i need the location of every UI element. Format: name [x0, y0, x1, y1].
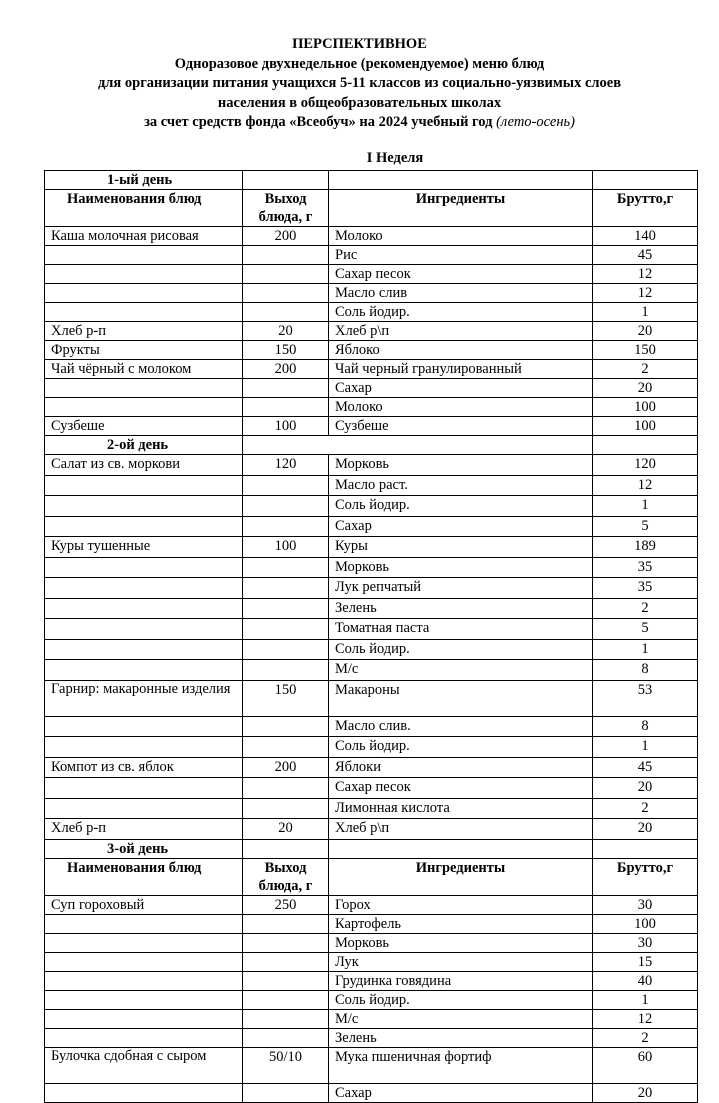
dish-name [45, 398, 243, 417]
ingredient-gross: 8 [593, 660, 698, 681]
table-row [45, 284, 698, 303]
ingredient-gross: 1 [593, 496, 698, 517]
dish-name [45, 990, 243, 1009]
ingredient-gross: 100 [593, 398, 698, 417]
ingredient-name: Горох [329, 895, 593, 914]
empty-cell [593, 436, 698, 455]
header-gross: Брутто,г [593, 858, 698, 895]
ingredient-gross: 35 [593, 578, 698, 599]
dish-name [45, 475, 243, 496]
ingredient-name: Яблоки [329, 757, 593, 778]
day-row [45, 436, 698, 455]
dish-name: Хлеб р-п [45, 322, 243, 341]
table-row [45, 475, 698, 496]
ingredient-name: Масло слив. [329, 716, 593, 737]
ingredient-name: Соль йодир. [329, 303, 593, 322]
ingredient-name: Соль йодир. [329, 496, 593, 517]
dish-name [45, 516, 243, 537]
dish-output [243, 660, 329, 681]
ingredient-gross: 20 [593, 1083, 698, 1102]
dish-output: 150 [243, 341, 329, 360]
ingredient-gross: 30 [593, 933, 698, 952]
ingredient-name: Картофель [329, 914, 593, 933]
dish-output: 120 [243, 455, 329, 476]
dish-name [45, 952, 243, 971]
ingredient-name: Морковь [329, 455, 593, 476]
table-row [45, 757, 698, 778]
ingredient-gross: 2 [593, 598, 698, 619]
dish-name [45, 971, 243, 990]
ingredient-gross: 20 [593, 819, 698, 840]
dish-name [45, 265, 243, 284]
dish-output [243, 303, 329, 322]
dish-name [45, 303, 243, 322]
title-line-1: ПЕРСПЕКТИВНОЕ [292, 36, 427, 52]
header-output: Выход блюда, г [243, 858, 329, 895]
ingredient-name: Соль йодир. [329, 737, 593, 758]
ingredient-name: Хлеб р\п [329, 322, 593, 341]
dish-output [243, 557, 329, 578]
dish-output [243, 798, 329, 819]
dish-name: Фрукты [45, 341, 243, 360]
table-row [45, 952, 698, 971]
dish-output [243, 639, 329, 660]
ingredient-gross: 40 [593, 971, 698, 990]
ingredient-gross: 45 [593, 246, 698, 265]
empty-cell [593, 839, 698, 858]
table-row [45, 398, 698, 417]
dish-name [45, 284, 243, 303]
ingredient-name: Мука пшеничная фортиф [329, 1047, 593, 1083]
dish-name: Чай чёрный с молоком [45, 360, 243, 379]
header-dish: Наименования блюд [45, 190, 243, 227]
ingredient-name: Соль йодир. [329, 639, 593, 660]
document-title [0, 35, 719, 133]
ingredient-name: Молоко [329, 227, 593, 246]
dish-output [243, 598, 329, 619]
dish-name [45, 716, 243, 737]
header-ingredients: Ингредиенты [329, 858, 593, 895]
ingredient-gross: 5 [593, 516, 698, 537]
ingredient-gross: 140 [593, 227, 698, 246]
dish-output [243, 1009, 329, 1028]
title-line-5 [0, 113, 719, 133]
empty-cell [593, 171, 698, 190]
header-dish: Наименования блюд [45, 858, 243, 895]
ingredient-gross: 1 [593, 737, 698, 758]
ingredient-name: Сахар [329, 379, 593, 398]
dish-name [45, 778, 243, 799]
table-row [45, 639, 698, 660]
table-row [45, 246, 698, 265]
dish-output [243, 914, 329, 933]
table-row [45, 933, 698, 952]
ingredient-name: Морковь [329, 933, 593, 952]
dish-output: 100 [243, 417, 329, 436]
dish-name: Каша молочная рисовая [45, 227, 243, 246]
header-ingredients: Ингредиенты [329, 190, 593, 227]
column-header-row [45, 858, 698, 895]
ingredient-name: Хлеб р\п [329, 819, 593, 840]
table-row [45, 341, 698, 360]
dish-output [243, 1028, 329, 1047]
table-row [45, 914, 698, 933]
ingredient-gross: 12 [593, 265, 698, 284]
table-row [45, 322, 698, 341]
table-row [45, 598, 698, 619]
ingredient-gross: 60 [593, 1047, 698, 1083]
dish-name [45, 737, 243, 758]
dish-output [243, 619, 329, 640]
dish-output [243, 379, 329, 398]
table-row [45, 660, 698, 681]
empty-cell [329, 839, 593, 858]
dish-output [243, 737, 329, 758]
dish-name [45, 1083, 243, 1102]
table-row [45, 557, 698, 578]
dish-name: Гарнир: макаронные изделия [45, 680, 243, 716]
table-row [45, 496, 698, 517]
table-row [45, 417, 698, 436]
dish-output [243, 971, 329, 990]
ingredient-gross: 2 [593, 798, 698, 819]
dish-name [45, 1009, 243, 1028]
ingredient-gross: 15 [593, 952, 698, 971]
dish-output [243, 475, 329, 496]
dish-output [243, 778, 329, 799]
dish-name [45, 798, 243, 819]
title-line-2: Одноразовое двухнедельное (рекомендуемое) меню блюд [174, 55, 545, 72]
dish-output: 200 [243, 757, 329, 778]
dish-name [45, 246, 243, 265]
table-row [45, 819, 698, 840]
ingredient-name: Зелень [329, 598, 593, 619]
title-line-3: для организации питания учащихся 5-11 классов из социально-уязвимых слоев [97, 75, 622, 91]
dish-name: Компот из св. яблок [45, 757, 243, 778]
dish-name: Хлеб р-п [45, 819, 243, 840]
ingredient-name: Сахар [329, 1083, 593, 1102]
ingredient-gross: 100 [593, 914, 698, 933]
dish-output [243, 1083, 329, 1102]
dish-output: 20 [243, 322, 329, 341]
dish-output [243, 578, 329, 599]
table-row [45, 360, 698, 379]
table-row [45, 971, 698, 990]
table-row [45, 737, 698, 758]
ingredient-name: Грудинка говядина [329, 971, 593, 990]
header-output: Выход блюда, г [243, 190, 329, 227]
ingredient-name: Морковь [329, 557, 593, 578]
ingredient-name: Макароны [329, 680, 593, 716]
dish-output [243, 284, 329, 303]
table-row [45, 1009, 698, 1028]
dish-output: 50/10 [243, 1047, 329, 1083]
dish-output: 200 [243, 227, 329, 246]
dish-output [243, 496, 329, 517]
title-line-4: населения в общеобразовательных школах [217, 94, 502, 111]
ingredient-name: Масло раст. [329, 475, 593, 496]
day-label: 1-ый день [45, 171, 243, 190]
ingredient-name: Лук [329, 952, 593, 971]
day-row [45, 839, 698, 858]
dish-name: Куры тушенные [45, 537, 243, 558]
dish-name: Булочка сдобная с сыром [45, 1047, 243, 1083]
day-label: 3-ой день [45, 839, 243, 858]
table-row [45, 680, 698, 716]
ingredient-name: Яблоко [329, 341, 593, 360]
ingredient-gross: 1 [593, 639, 698, 660]
header-gross: Брутто,г [593, 190, 698, 227]
ingredient-name: Чай черный гранулированный [329, 360, 593, 379]
dish-output [243, 265, 329, 284]
ingredient-gross: 20 [593, 778, 698, 799]
ingredient-gross: 12 [593, 475, 698, 496]
ingredient-name: М/с [329, 1009, 593, 1028]
dish-output [243, 990, 329, 1009]
ingredient-gross: 2 [593, 1028, 698, 1047]
table-row [45, 578, 698, 599]
ingredient-name: Сахар песок [329, 265, 593, 284]
ingredient-gross: 150 [593, 341, 698, 360]
ingredient-name: Сузбеше [329, 417, 593, 436]
menu-table [44, 170, 698, 1103]
ingredient-gross: 20 [593, 379, 698, 398]
ingredient-gross: 12 [593, 284, 698, 303]
ingredient-name: Зелень [329, 1028, 593, 1047]
ingredient-name: Сахар [329, 516, 593, 537]
ingredient-name: Сахар песок [329, 778, 593, 799]
ingredient-gross: 12 [593, 1009, 698, 1028]
ingredient-gross: 1 [593, 303, 698, 322]
ingredient-name: Лимонная кислота [329, 798, 593, 819]
dish-output [243, 516, 329, 537]
table-row [45, 1047, 698, 1083]
ingredient-name: Молоко [329, 398, 593, 417]
table-row [45, 798, 698, 819]
ingredient-gross: 5 [593, 619, 698, 640]
dish-name [45, 496, 243, 517]
ingredient-name: Рис [329, 246, 593, 265]
dish-output: 250 [243, 895, 329, 914]
ingredient-gross: 53 [593, 680, 698, 716]
table-row [45, 379, 698, 398]
table-row [45, 1028, 698, 1047]
dish-output: 100 [243, 537, 329, 558]
table-row [45, 265, 698, 284]
dish-name [45, 598, 243, 619]
table-row [45, 619, 698, 640]
season-note: (лето-осень) [496, 114, 575, 130]
column-header-row [45, 190, 698, 227]
table-row [45, 778, 698, 799]
dish-name [45, 660, 243, 681]
dish-output [243, 716, 329, 737]
day-row [45, 171, 698, 190]
dish-output [243, 952, 329, 971]
empty-cell [243, 171, 329, 190]
dish-output [243, 398, 329, 417]
ingredient-name: Масло слив [329, 284, 593, 303]
dish-name: Суп гороховый [45, 895, 243, 914]
table-row [45, 716, 698, 737]
table-row [45, 990, 698, 1009]
table-row [45, 455, 698, 476]
table-row [45, 1083, 698, 1102]
table-row [45, 537, 698, 558]
dish-name [45, 914, 243, 933]
ingredient-name: Куры [329, 537, 593, 558]
ingredient-gross: 1 [593, 990, 698, 1009]
table-row [45, 303, 698, 322]
table-row [45, 227, 698, 246]
dish-name [45, 578, 243, 599]
ingredient-gross: 20 [593, 322, 698, 341]
dish-output: 150 [243, 680, 329, 716]
ingredient-gross: 100 [593, 417, 698, 436]
ingredient-name: М/с [329, 660, 593, 681]
ingredient-gross: 8 [593, 716, 698, 737]
ingredient-gross: 45 [593, 757, 698, 778]
empty-cell [329, 171, 593, 190]
ingredient-name: Томатная паста [329, 619, 593, 640]
dish-name [45, 1028, 243, 1047]
dish-name [45, 557, 243, 578]
dish-name: Сузбеше [45, 417, 243, 436]
dish-name [45, 933, 243, 952]
dish-output [243, 246, 329, 265]
table-row [45, 516, 698, 537]
empty-cell [243, 839, 329, 858]
ingredient-name: Лук репчатый [329, 578, 593, 599]
day-label: 2-ой день [45, 436, 243, 455]
ingredient-gross: 189 [593, 537, 698, 558]
ingredient-gross: 30 [593, 895, 698, 914]
ingredient-gross: 35 [593, 557, 698, 578]
empty-cell [243, 436, 593, 455]
dish-name [45, 619, 243, 640]
dish-name [45, 639, 243, 660]
dish-name [45, 379, 243, 398]
ingredient-gross: 120 [593, 455, 698, 476]
title-line-5-text: за счет средств фонда «Всеобуч» на 2024 учебный год [144, 114, 497, 130]
ingredient-name: Соль йодир. [329, 990, 593, 1009]
table-row [45, 895, 698, 914]
dish-output: 20 [243, 819, 329, 840]
week-heading: I Неделя [366, 150, 424, 166]
dish-output [243, 933, 329, 952]
ingredient-gross: 2 [593, 360, 698, 379]
dish-output: 200 [243, 360, 329, 379]
dish-name: Салат из св. моркови [45, 455, 243, 476]
